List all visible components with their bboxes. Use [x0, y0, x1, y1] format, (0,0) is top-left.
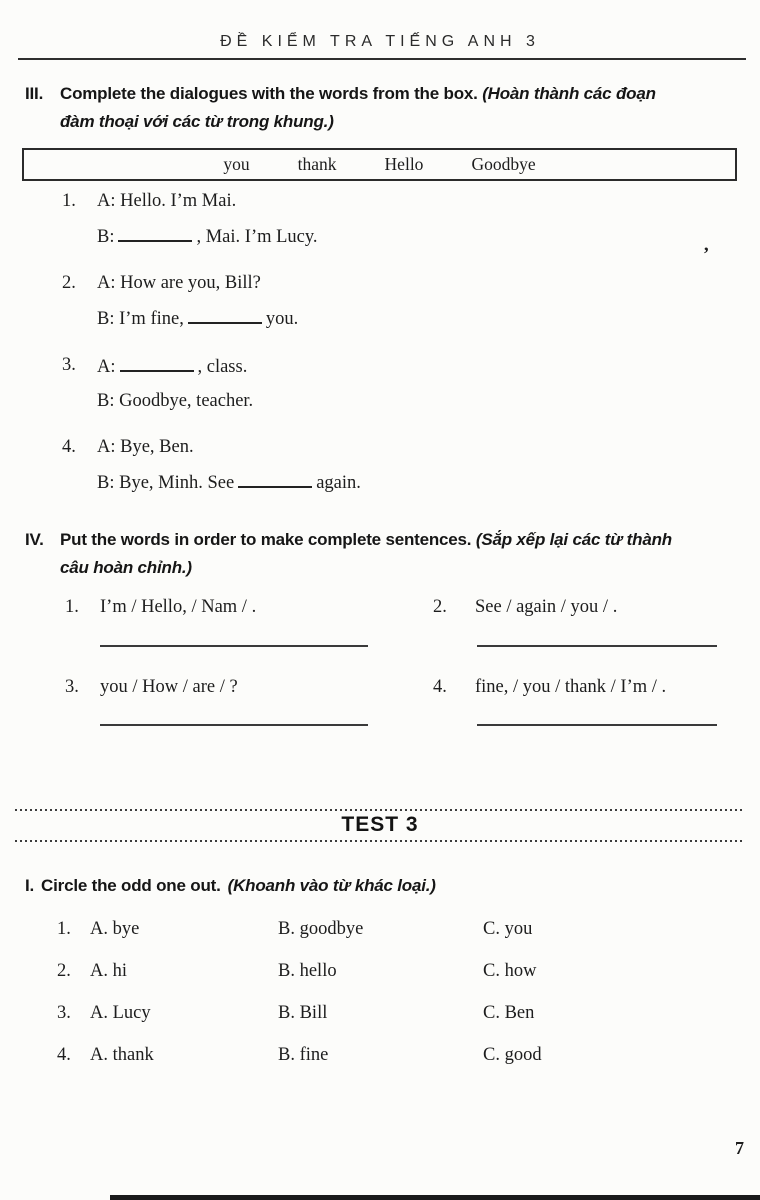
option-a: A. thank — [90, 1045, 154, 1065]
item-number: 3. — [57, 1003, 71, 1023]
odd-one-out-row — [57, 919, 760, 940]
dialogue-item — [62, 273, 760, 330]
blank-line — [118, 225, 192, 242]
section-title-vi-line2: đàm thoại với các từ trong khung.) — [60, 112, 334, 131]
answer-line — [100, 724, 368, 726]
option-a: A. Lucy — [90, 1003, 151, 1023]
word-box-item: Goodbye — [471, 154, 536, 174]
item-number: 2. — [433, 597, 447, 617]
option-b: B. hello — [278, 961, 337, 981]
dotted-rule-bottom — [15, 840, 745, 842]
dialogue-item — [62, 191, 760, 248]
dialogue-item — [62, 355, 760, 412]
test-divider — [15, 809, 745, 842]
blank-line — [238, 471, 312, 488]
item-number: 1. — [65, 597, 79, 617]
section-iii-heading — [25, 80, 746, 136]
section-title-vi: (Sắp xếp lại các từ thành — [471, 530, 672, 549]
dialogue-line-a: A: How are you, Bill? — [97, 273, 261, 293]
header-rule — [18, 58, 746, 60]
scramble-item — [65, 597, 433, 618]
option-b: B. goodbye — [278, 919, 364, 939]
blank-line — [188, 307, 262, 324]
odd-one-out-list — [57, 919, 760, 1066]
page-number: 7 — [735, 1138, 744, 1158]
item-number: 4. — [62, 437, 76, 457]
option-c: C. Ben — [483, 1003, 535, 1023]
odd-one-out-row — [57, 961, 760, 982]
scramble-item — [433, 597, 737, 618]
section-number: IV. — [25, 530, 44, 549]
answer-line — [100, 645, 368, 647]
scramble-list — [65, 597, 737, 726]
word-box-item: Hello — [384, 154, 424, 174]
odd-one-out-row — [57, 1003, 760, 1024]
section-i-heading — [25, 874, 746, 898]
dialogue-line-a: A: , class. — [97, 357, 248, 377]
item-number: 2. — [62, 273, 76, 293]
word-box — [22, 148, 737, 181]
word-box-item: thank — [297, 154, 337, 174]
item-number: 2. — [57, 961, 71, 981]
option-b: B. Bill — [278, 1003, 328, 1023]
dialogue-line-b: B: I’m fine, you. — [97, 309, 299, 329]
scramble-text: I’m / Hello, / Nam / . — [100, 597, 257, 617]
section-title-en: Put the words in order to make complete sentences. — [60, 530, 472, 549]
item-number: 1. — [57, 919, 71, 939]
section-title-vi: (Hoàn thành các đoạn — [477, 84, 656, 103]
test-title: TEST 3 — [341, 813, 419, 836]
item-number: 3. — [65, 677, 79, 697]
scan-edge-bar-artifact — [110, 1195, 760, 1200]
item-number: 1. — [62, 191, 76, 211]
book-header-title: ĐỀ KIỂM TRA TIẾNG ANH 3 — [220, 33, 540, 50]
option-a: A. bye — [90, 919, 140, 939]
section-number: I. — [25, 876, 35, 895]
dialogue-line-a: A: Hello. I’m Mai. — [97, 191, 237, 211]
answer-line — [477, 724, 717, 726]
option-c: C. how — [483, 961, 537, 981]
option-c: C. you — [483, 919, 533, 939]
option-b: B. fine — [278, 1045, 329, 1065]
dialogue-line-b: B: , Mai. I’m Lucy. — [97, 227, 318, 247]
section-title-en: Complete the dialogues with the words from the box. — [60, 84, 478, 103]
dialogue-line-b: B: Goodbye, teacher. — [97, 391, 254, 411]
section-title-en: Circle the odd one out. — [41, 876, 221, 895]
ink-speck-artifact: ’ — [703, 244, 710, 265]
section-iv-heading — [25, 526, 746, 582]
dialogue-line-b: B: Bye, Minh. See again. — [97, 473, 361, 493]
item-number: 4. — [57, 1045, 71, 1065]
dialogue-item — [62, 437, 760, 494]
scramble-item — [433, 677, 737, 698]
scramble-item — [65, 677, 433, 698]
dialogue-line-a: A: Bye, Ben. — [97, 437, 194, 457]
item-number: 4. — [433, 677, 447, 697]
option-c: C. good — [483, 1045, 542, 1065]
odd-one-out-row — [57, 1045, 760, 1066]
answer-line — [477, 645, 717, 647]
section-number: III. — [25, 84, 44, 103]
scramble-text: fine, / you / thank / I’m / . — [475, 677, 667, 697]
dialogue-list — [62, 191, 760, 494]
scramble-text: you / How / are / ? — [100, 677, 238, 697]
item-number: 3. — [62, 355, 76, 375]
section-title-vi: (Khoanh vào từ khác loại.) — [227, 876, 436, 895]
option-a: A. hi — [90, 961, 127, 981]
scramble-text: See / again / you / . — [475, 597, 618, 617]
section-title-vi-line2: câu hoàn chỉnh.) — [60, 558, 192, 577]
word-box-item: you — [223, 154, 250, 174]
blank-line — [120, 355, 194, 372]
